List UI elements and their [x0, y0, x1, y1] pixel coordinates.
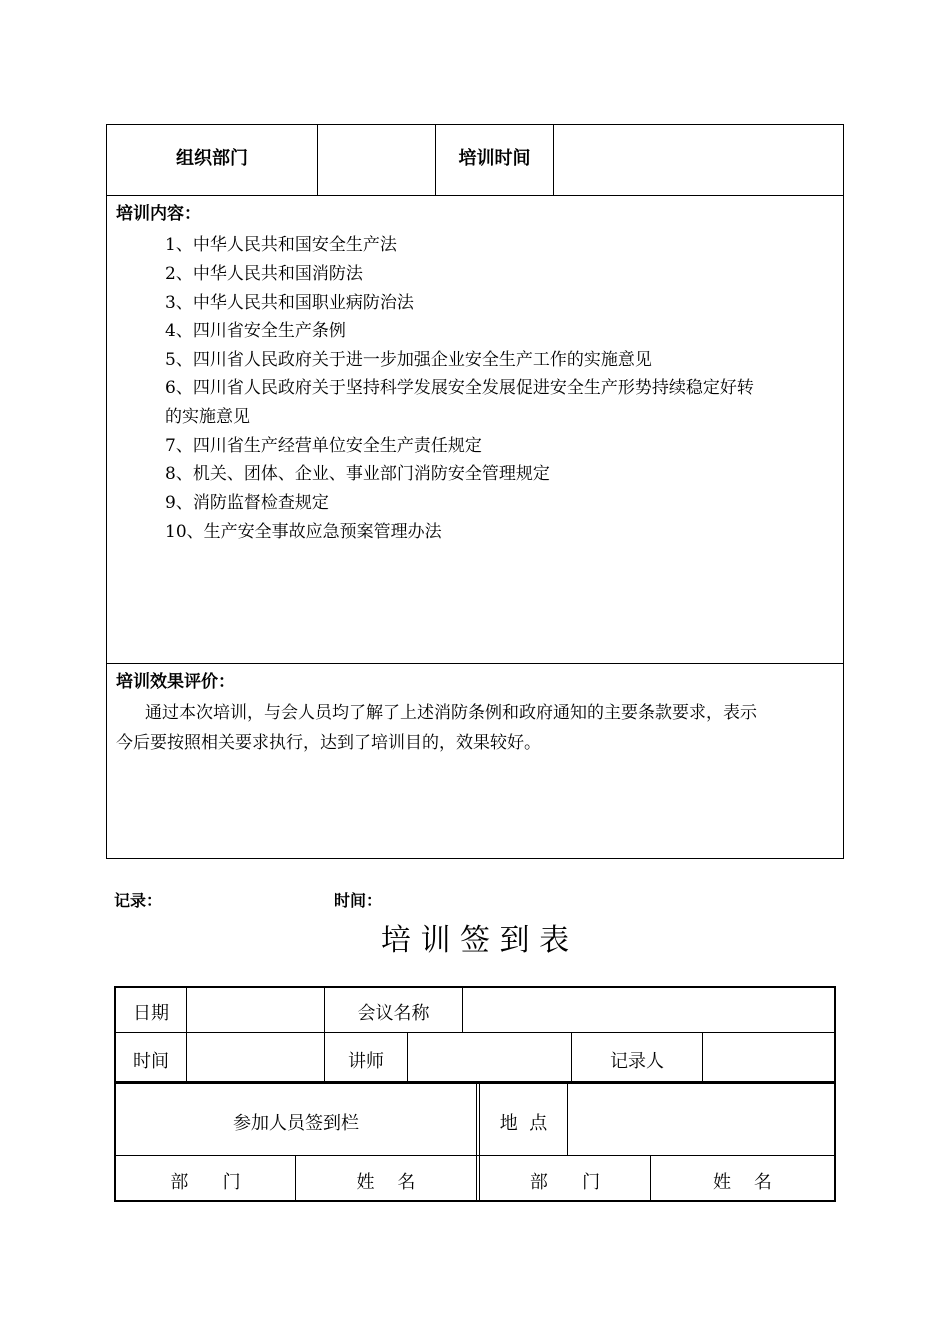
evaluation-label: 培训效果评价： [116, 672, 235, 692]
content-item: 3、中华人民共和国职业病防治法 [165, 293, 414, 313]
content-item: 1、中华人民共和国安全生产法 [165, 235, 397, 255]
time-label: 时间： [334, 891, 383, 910]
location-label: 地 点 [499, 1113, 548, 1134]
content-item: 10、生产安全事故应急预案管理办法 [165, 522, 442, 542]
record-label: 记录： [114, 891, 163, 910]
content-item: 7、四川省生产经营单位安全生产责任规定 [165, 436, 482, 456]
content-item: 6、四川省人民政府关于坚持科学发展安全发展促进安全生产形势持续稳定好转 [165, 378, 754, 398]
dept-column-header: 部 门 [170, 1172, 241, 1193]
train-time-label: 培训时间 [458, 148, 531, 169]
time-label-signin: 时间 [133, 1051, 169, 1072]
attendee-signin-label: 参加人员签到栏 [233, 1113, 359, 1134]
name-column-header: 姓 名 [713, 1172, 772, 1193]
content-item: 2、中华人民共和国消防法 [165, 264, 363, 284]
content-item: 8、机关、团体、企业、事业部门消防安全管理规定 [165, 464, 550, 484]
evaluation-text-line: 通过本次培训，与会人员均了解了上述消防条例和政府通知的主要条款要求，表示 [145, 703, 757, 723]
content-item: 4、四川省安全生产条例 [165, 321, 346, 341]
content-item: 9、消防监督检查规定 [165, 493, 329, 513]
content-label: 培训内容： [116, 204, 201, 224]
content-item: 的实施意见 [165, 407, 250, 427]
signin-title: 培 训 签 到 表 [380, 923, 570, 958]
date-label: 日期 [133, 1003, 169, 1024]
content-item: 5、四川省人民政府关于进一步加强企业安全生产工作的实施意见 [165, 350, 652, 370]
evaluation-text-line: 今后要按照相关要求执行，达到了培训目的，效果较好。 [116, 733, 541, 753]
org-dept-label: 组织部门 [176, 148, 248, 169]
recorder-label: 记录人 [610, 1051, 664, 1072]
meeting-name-label: 会议名称 [357, 1003, 430, 1024]
lecturer-label: 讲师 [348, 1051, 384, 1072]
dept-column-header: 部 门 [529, 1172, 601, 1193]
name-column-header: 姓 名 [356, 1172, 416, 1193]
